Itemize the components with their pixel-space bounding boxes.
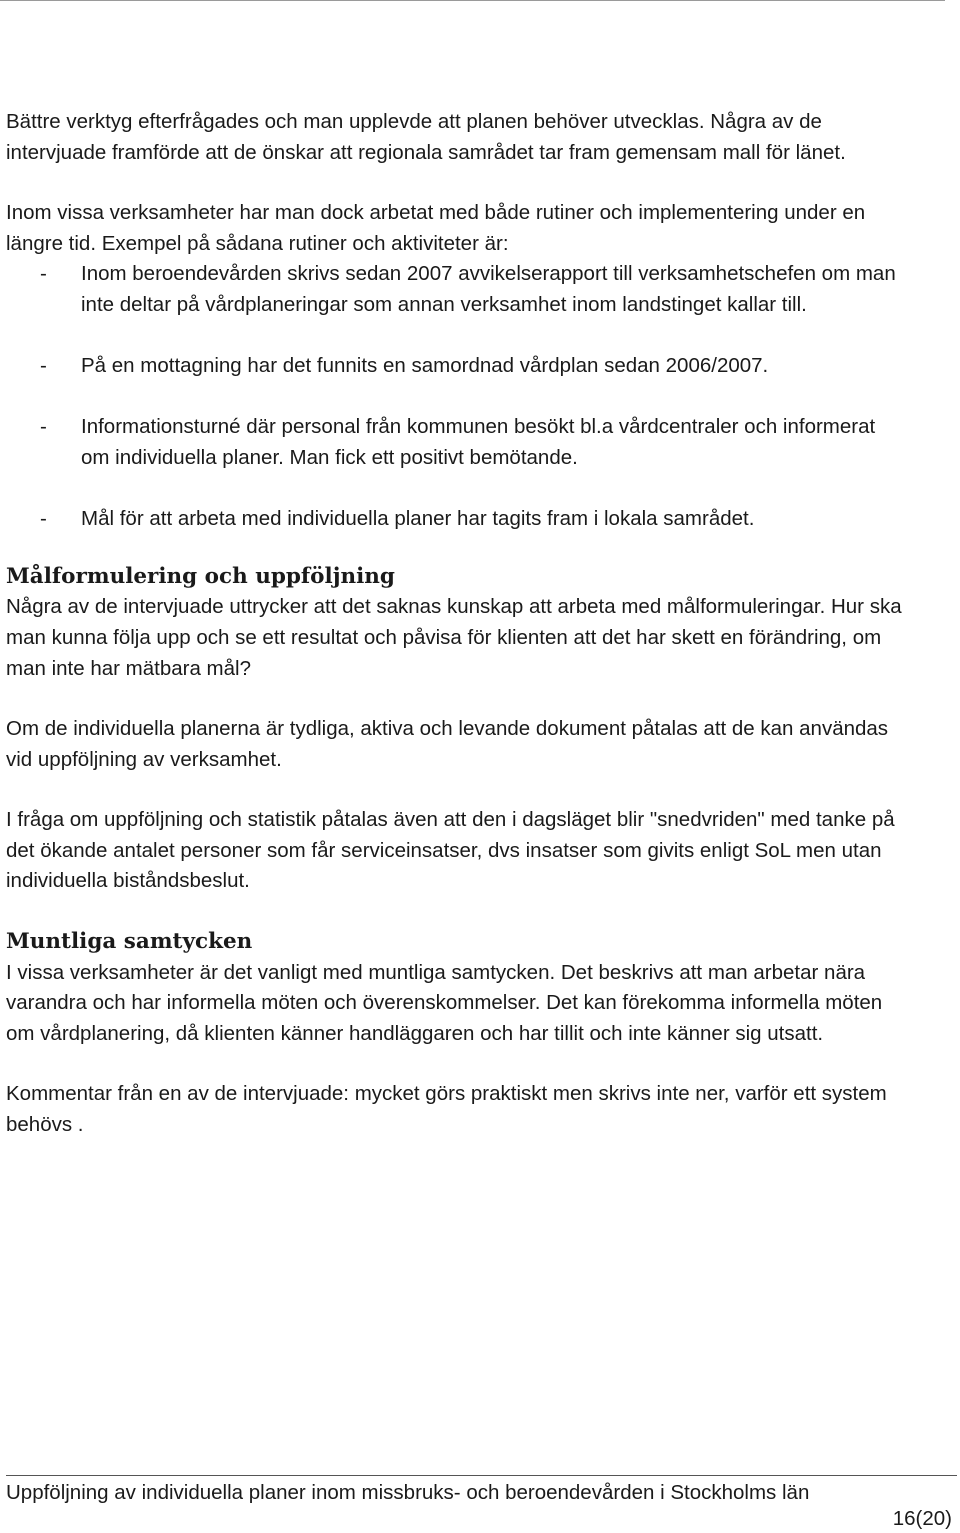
malformulering-paragraph-2: Om de individuella planerna är tydliga, aktiva och levande dokument påtalas att de kan användas vid uppföljning av verksamhet. xyxy=(6,717,889,771)
list-item-text: Mål för att arbeta med individuella planer har tagits fram i lokala samrådet. xyxy=(81,507,755,531)
bullet-dash: - xyxy=(40,507,47,531)
bullet-dash: - xyxy=(40,415,47,439)
list-item xyxy=(6,259,906,320)
muntliga-paragraph-1: I vissa verksamheter är det vanligt med muntliga samtycken. Det beskrivs att man arbetar nära varandra och har informella möten och överenskommelser. Det kan förekomma informella möten om vårdplanering, då klienten känner handläggaren och har tillit och inte känner sig utsatt. xyxy=(6,960,883,1045)
section-heading-malformulering: Målformulering och uppföljning xyxy=(6,563,395,589)
list-item-text: Informationsturné där personal från kommunen besökt bl.a vårdcentraler och informerat om individuella planer. Man fick ett positivt bemötande. xyxy=(81,415,876,469)
list-item xyxy=(6,412,906,473)
list-item-text: Inom beroendevården skrivs sedan 2007 avvikelserapport till verksamhetschefen om man inte deltar på vårdplaneringar som annan verksamhet inom landstinget kallar till. xyxy=(81,262,896,316)
list-item-text: På en mottagning har det funnits en samordnad vårdplan sedan 2006/2007. xyxy=(81,354,769,378)
footer-title: Uppföljning av individuella planer inom missbruks- och beroendevården i Stockholms län xyxy=(6,1481,810,1504)
page-number: 16(20) xyxy=(892,1507,952,1530)
activities-list xyxy=(6,259,906,534)
bullet-dash: - xyxy=(40,262,47,286)
intro-paragraph-2: Inom vissa verksamheter har man dock arbetat med både rutiner och implementering under en längre tid. Exempel på sådana rutiner och aktiviteter är: xyxy=(6,201,866,255)
list-item xyxy=(6,351,906,382)
malformulering-paragraph-1: Några av de intervjuade uttrycker att det saknas kunskap att arbeta med målformuleringar. Hur ska man kunna följa upp och se ett resultat och påvisa för klienten att det har skett en förändring, om man inte har mätbara mål? xyxy=(6,595,902,680)
page-content xyxy=(6,107,906,1141)
top-divider xyxy=(0,0,945,1)
bullet-dash: - xyxy=(40,354,47,378)
section-heading-muntliga: Muntliga samtycken xyxy=(6,929,253,955)
intro-paragraph-1: Bättre verktyg efterfrågades och man upplevde att planen behöver utvecklas. Några av de intervjuade framförde att de önskar att regionala samrådet tar fram gemensam mall för länet. xyxy=(6,110,846,164)
list-item xyxy=(6,504,906,535)
malformulering-paragraph-3: I fråga om uppföljning och statistik påtalas även att den i dagsläget blir "snedvriden" med tanke på det ökande antalet personer som får serviceinsatser, dvs insatser som givits enligt SoL men utan individuella biståndsbeslut. xyxy=(6,808,895,893)
footer-divider xyxy=(6,1475,957,1476)
muntliga-paragraph-2: Kommentar från en av de intervjuade: mycket görs praktiskt men skrivs inte ner, varför ett system behövs . xyxy=(6,1082,887,1137)
